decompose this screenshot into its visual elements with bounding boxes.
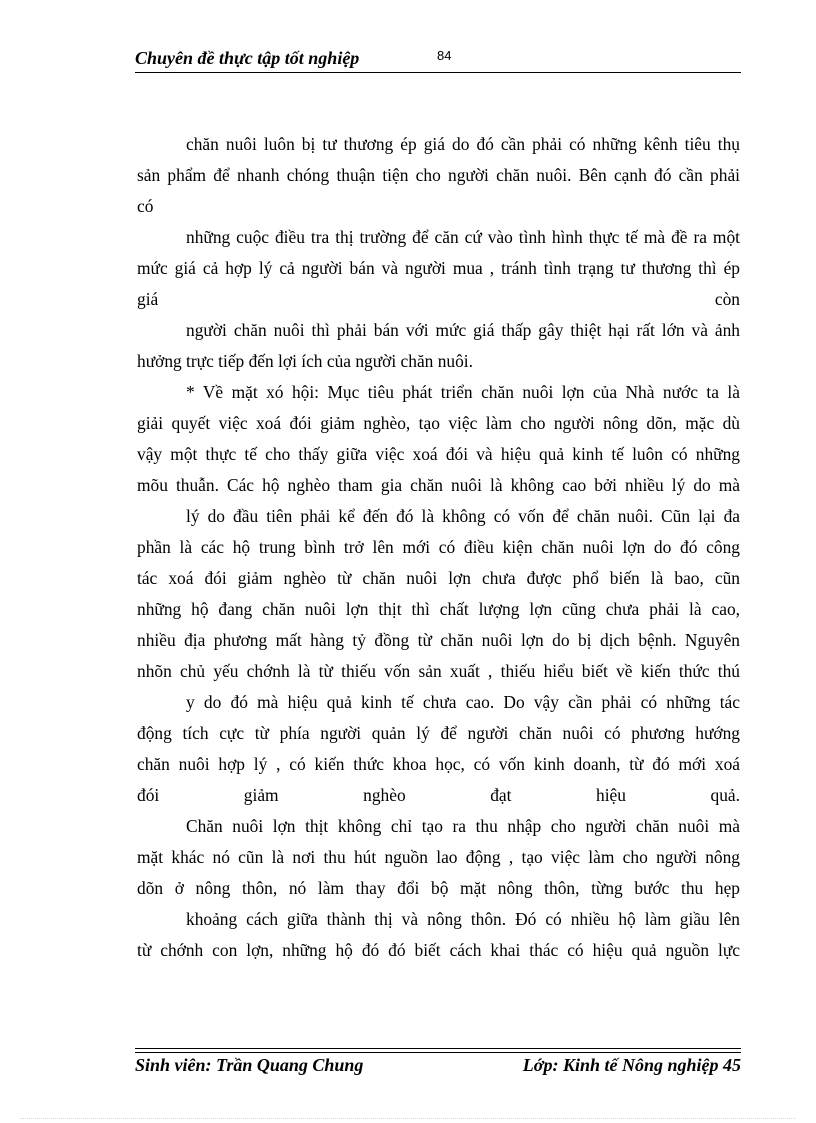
text-line: có [137,196,154,216]
student-name: Sinh viên: Trần Quang Chung [135,1055,364,1075]
text-line: nhõn chủ yếu chớnh là từ thiếu vốn sản xuất , thiếu hiểu biết về kiến thức thú [137,661,740,681]
text-line: đói giảm nghèo đạt hiệu quả. [137,785,740,805]
text-line: nhiều địa phương mất hàng tỷ đồng từ chăn nuôi lợn do bị dịch bệnh. Nguyên [137,630,740,650]
text-line: vậy một thực tế cho thấy giữa việc xoá đói và hiệu quả kinh tế luôn có những [137,444,740,464]
document-title: Chuyên đề thực tập tốt nghiệp [135,48,360,68]
page-header [135,48,741,74]
text-line: những cuộc điều tra thị trường để căn cứ vào tình hình thực tế mà đề ra một [186,227,740,247]
text-line: từ chớnh con lợn, những hộ đó đó biết cách khai thác có hiệu quả nguồn lực [137,940,740,960]
text-line: phần là các hộ trung bình trở lên mới có điều kiện chăn nuôi lợn do đó công [137,537,740,557]
text-line: những hộ đang chăn nuôi lợn thịt thì chất lượng lợn cũng chưa phải là cao, [137,599,740,619]
text-line: mõu thuẫn. Các hộ nghèo tham gia chăn nuôi là không cao bởi nhiều lý do mà [137,475,740,495]
text-line: khoảng cách giữa thành thị và nông thôn. Đó có nhiều hộ làm giầu lên [186,909,740,929]
text-line: * Về mặt xó hội: Mục tiêu phát triển chăn nuôi lợn của Nhà nước ta là [186,382,740,402]
text-line: mức giá cả hợp lý cả người bán và người mua , tránh tình trạng tư thương thì ép [137,258,740,278]
text-line: giải quyết việc xoá đói giảm nghèo, tạo việc làm cho người nông dõn, mặc dù [137,413,740,433]
text-line: người chăn nuôi thì phải bán với mức giá thấp gây thiệt hại rất lớn và ảnh [186,320,740,340]
page-number: 84 [437,48,452,63]
text-line: y do đó mà hiệu quả kinh tế chưa cao. Do vậy cần phải có những tác [186,692,740,712]
text-line: tác xoá đói giảm nghèo từ chăn nuôi lợn chưa được phổ biến là bao, cũn [137,568,740,588]
text-line: hưởng trực tiếp đến lợi ích của người chăn nuôi. [137,351,473,371]
text-line: lý do đầu tiên phải kể đến đó là không có vốn để chăn nuôi. Cũn lại đa [186,506,740,526]
text-line: Chăn nuôi lợn thịt không chỉ tạo ra thu nhập cho người chăn nuôi mà [186,816,740,836]
text-line: chăn nuôi hợp lý , có kiến thức khoa học, có vốn kinh doanh, từ đó mới xoá [137,754,740,774]
text-line: mặt khác nó cũn là nơi thu hút nguồn lao động , tạo việc làm cho người nông [137,847,740,867]
header-divider [135,72,741,73]
text-line: động tích cực từ phía người quản lý để người chăn nuôi có phương hướng [137,723,740,743]
text-line: sản phẩm để nhanh chóng thuận tiện cho người chăn nuôi. Bên cạnh đó cần phải [137,165,740,185]
page-footer [135,1055,741,1081]
text-line: dõn ở nông thôn, nó làm thay đổi bộ mặt nông thôn, từng bước thu hẹp [137,878,740,898]
class-name: Lớp: Kinh tế Nông nghiệp 45 [522,1055,741,1075]
footer-divider [135,1048,741,1053]
body-text [137,129,740,966]
text-line: giá còn [137,289,740,309]
page-edge [20,1118,796,1119]
text-line: chăn nuôi luôn bị tư thương ép giá do đó cần phải có những kênh tiêu thụ [186,134,740,154]
